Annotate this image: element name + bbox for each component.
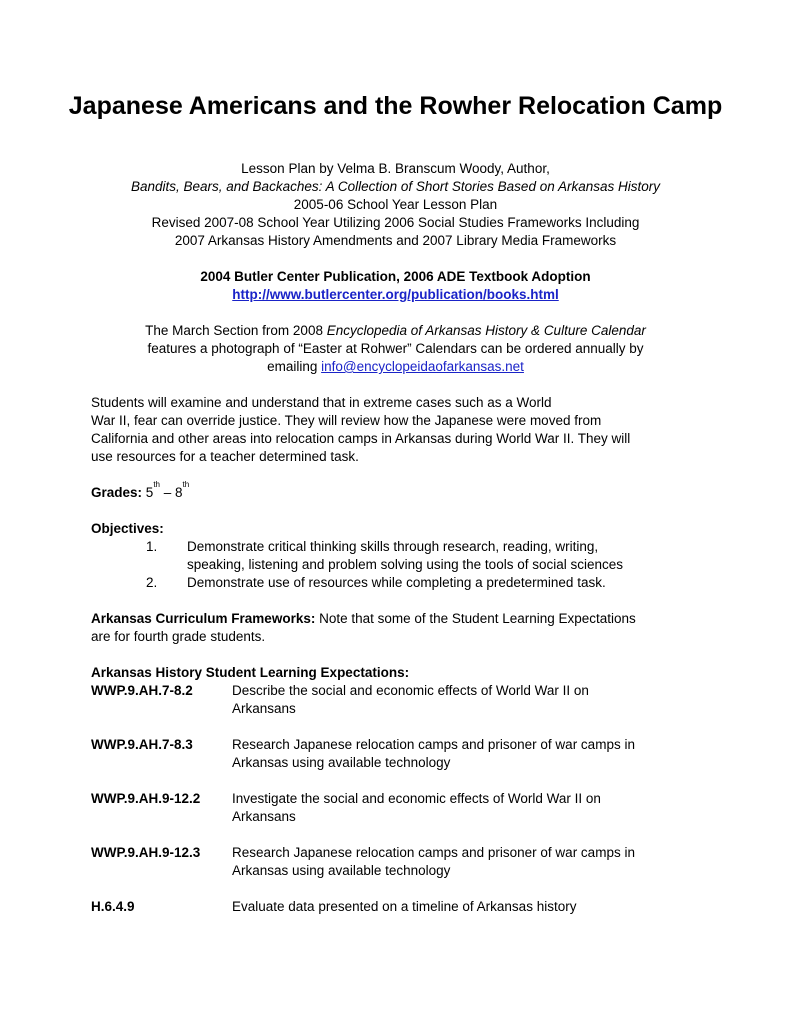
frameworks-line: 2007 Arkansas History Amendments and 2007 Library Media Frameworks	[174, 233, 617, 248]
book-title: Bandits, Bears, and Backaches: A Collection of Short Stories Based on Arkansas History	[130, 179, 660, 194]
calendar-line-3	[40, 358, 751, 376]
sle-description: Evaluate data presented on a timeline of Arkansas history	[232, 899, 577, 914]
sle-description: Arkansans	[232, 701, 296, 716]
grade-to: 8	[175, 485, 183, 500]
objective-text: speaking, listening and problem solving using the tools of social sciences	[187, 557, 624, 572]
grades-row	[91, 480, 711, 502]
sle-description: Arkansas using available technology	[232, 755, 451, 770]
frameworks-label: Arkansas Curriculum Frameworks:	[91, 611, 316, 626]
objective-text: Demonstrate use of resources while completing a predetermined task.	[187, 575, 606, 590]
frameworks-row	[91, 610, 711, 628]
publication-line: 2004 Butler Center Publication, 2006 ADE Textbook Adoption	[200, 269, 591, 284]
sle-code: WWP.9.AH.7-8.3	[91, 737, 193, 752]
publication-link-row	[40, 286, 751, 304]
objective-number: 1.	[146, 539, 158, 554]
objectives-label: Objectives:	[91, 521, 164, 536]
objective-number: 2.	[146, 575, 158, 590]
sle-description: Investigate the social and economic effects of World War II on	[232, 791, 601, 806]
calendar-title: Encyclopedia of Arkansas History & Culture Calendar	[326, 323, 646, 338]
grade-from: 5	[145, 485, 154, 500]
calendar-prefix: The March Section from 2008	[145, 323, 327, 338]
school-year-line: 2005-06 School Year Lesson Plan	[293, 197, 498, 212]
frameworks-text-line-2: are for fourth grade students.	[91, 629, 266, 644]
sle-description: Research Japanese relocation camps and prisoner of war camps in	[232, 845, 635, 860]
intro-line-2: War II, fear can override justice. They will review how the Japanese were moved from	[91, 413, 602, 428]
calendar-line-1	[40, 322, 751, 340]
page-title: Japanese Americans and the Rowher Relocation Camp	[68, 92, 723, 120]
intro-line-4: use resources for a teacher determined task.	[91, 449, 359, 464]
grade-from-suffix: th	[153, 480, 160, 489]
sle-description: Arkansas using available technology	[232, 863, 451, 878]
email-link[interactable]: info@encyclopeidaofarkansas.net	[321, 359, 524, 374]
sle-description: Research Japanese relocation camps and prisoner of war camps in	[232, 737, 635, 752]
author-line: Lesson Plan by Velma B. Branscum Woody, Author,	[241, 161, 550, 176]
grade-dash: –	[159, 485, 175, 500]
sle-description: Arkansans	[232, 809, 296, 824]
sle-code: WWP.9.AH.9-12.3	[91, 845, 201, 860]
intro-line-1: Students will examine and understand that in extreme cases such as a World	[91, 395, 552, 410]
sle-code: WWP.9.AH.7-8.2	[91, 683, 193, 698]
sle-code: H.6.4.9	[91, 899, 135, 914]
sle-heading: Arkansas History Student Learning Expectations:	[91, 665, 410, 680]
emailing-label: emailing	[267, 359, 322, 374]
calendar-line-2: features a photograph of “Easter at Rohwer” Calendars can be ordered annually by	[147, 341, 644, 356]
grades-label: Grades:	[91, 485, 143, 500]
objective-text: Demonstrate critical thinking skills through research, reading, writing,	[187, 539, 599, 554]
sle-description: Describe the social and economic effects of World War II on	[232, 683, 589, 698]
intro-line-3: California and other areas into relocation camps in Arkansas during World War II. They will	[91, 431, 631, 446]
revision-line: Revised 2007-08 School Year Utilizing 2006 Social Studies Frameworks Including	[151, 215, 640, 230]
frameworks-text: Note that some of the Student Learning Expectations	[315, 611, 636, 626]
grade-to-suffix: th	[182, 480, 190, 489]
publication-link[interactable]: http://www.butlercenter.org/publication/books.html	[232, 287, 559, 302]
sle-code: WWP.9.AH.9-12.2	[91, 791, 201, 806]
